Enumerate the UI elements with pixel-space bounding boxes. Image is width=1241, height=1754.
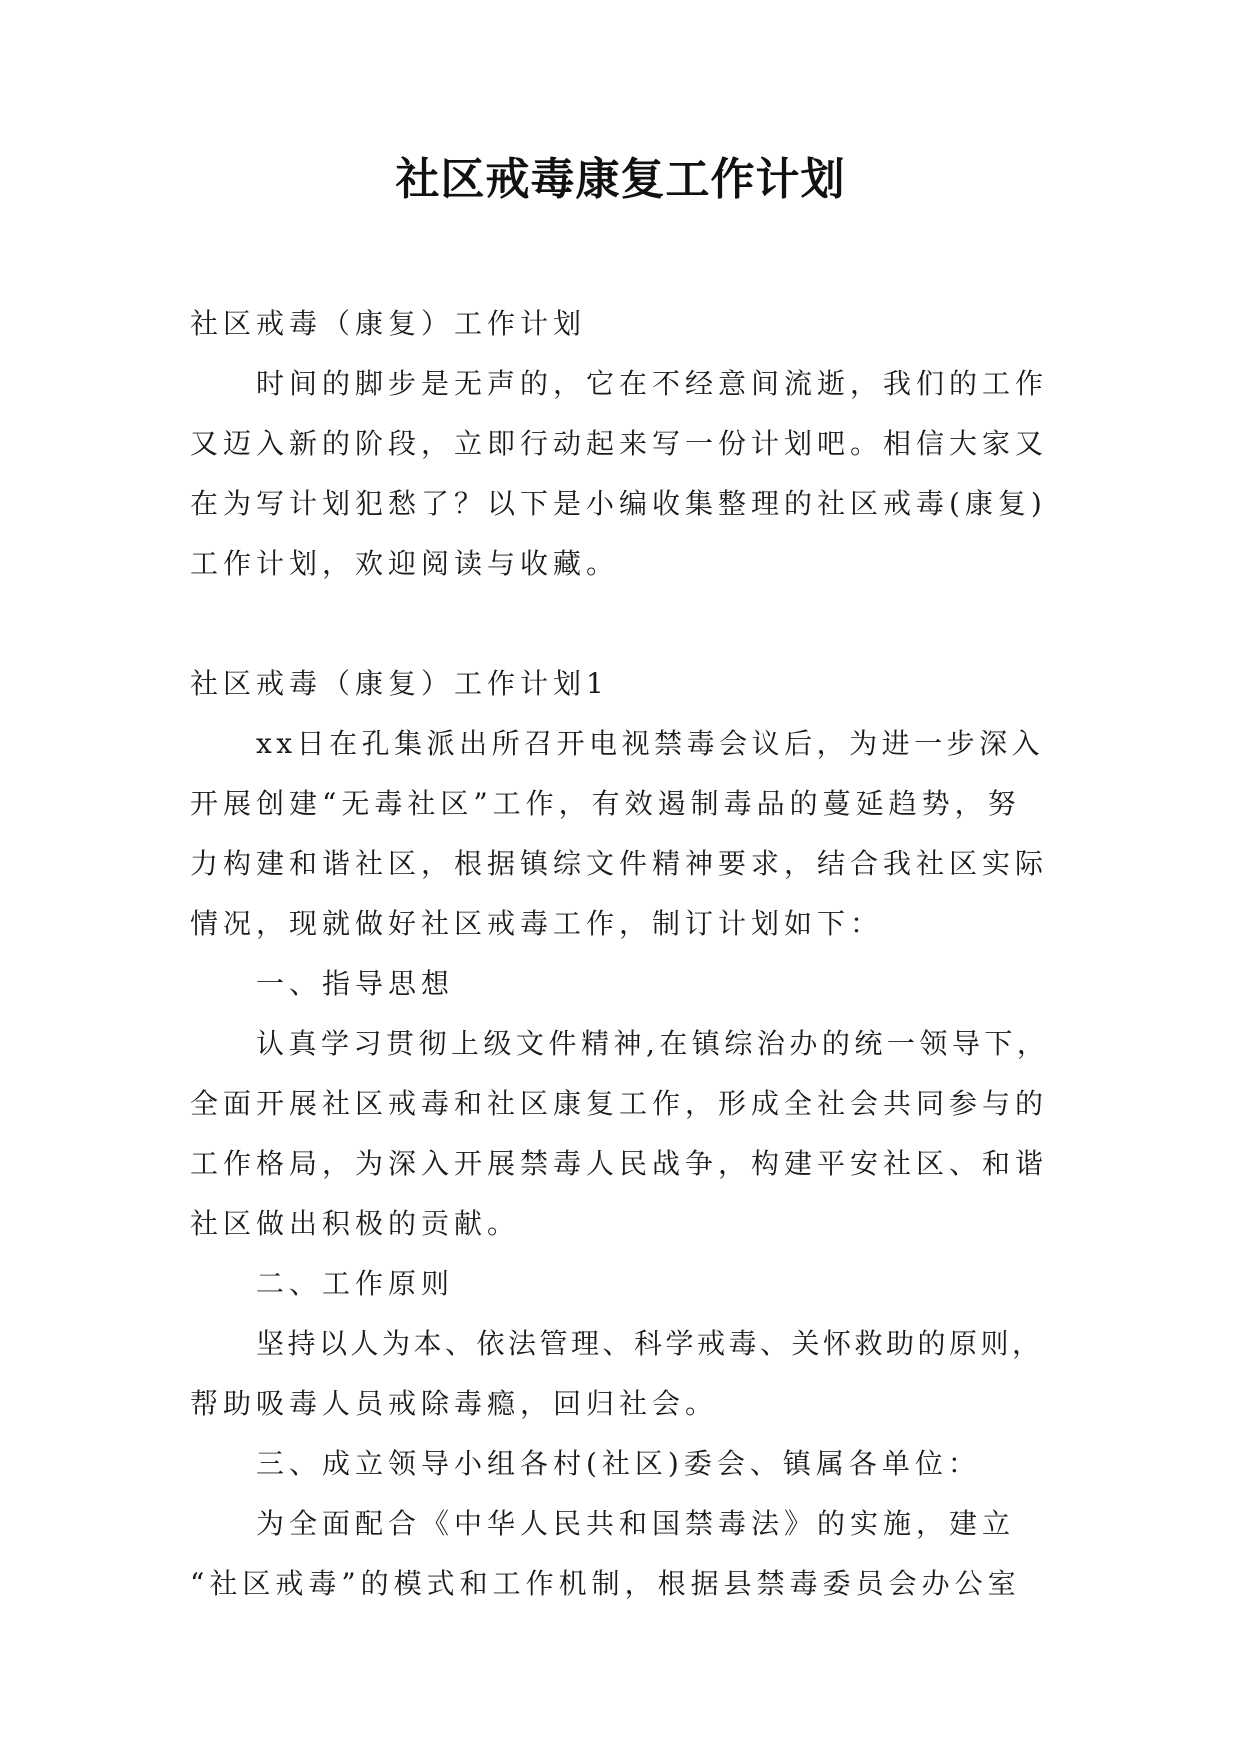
paragraph-line: 工作计划，欢迎阅读与收藏。 <box>190 547 620 580</box>
section-heading: 社区戒毒（康复）工作计划1 <box>190 667 609 700</box>
subheading: 一、指导思想 <box>256 967 455 1000</box>
paragraph-line: 全面开展社区戒毒和社区康复工作，形成全社会共同参与的 <box>190 1087 1049 1120</box>
paragraph-line: 社区做出积极的贡献。 <box>190 1207 521 1240</box>
paragraph-line: 帮助吸毒人员戒除毒瘾，回归社会。 <box>190 1387 719 1420</box>
paragraph-line: xx日在孔集派出所召开电视禁毒会议后，为进一步深入 <box>256 727 1045 760</box>
paragraph-line: 情况，现就做好社区戒毒工作，制订计划如下： <box>190 907 884 940</box>
subheading: 二、工作原则 <box>256 1267 455 1300</box>
paragraph-line: 认真学习贯彻上级文件精神,在镇综治办的统一领导下， <box>256 1027 1050 1060</box>
document-body <box>190 294 1052 1614</box>
paragraph-line: 开展创建“无毒社区”工作，有效遏制毒品的蔓延趋势，努 <box>190 787 1021 820</box>
document-title: 社区戒毒康复工作计划 <box>395 154 846 205</box>
paragraph-line: 时间的脚步是无声的，它在不经意间流逝，我们的工作 <box>256 367 1049 400</box>
paragraph-line: 为全面配合《中华人民共和国禁毒法》的实施，建立 <box>256 1507 1016 1540</box>
blank-line <box>190 594 1052 654</box>
paragraph-line: 工作格局，为深入开展禁毒人民战争，构建平安社区、和谐 <box>190 1147 1049 1180</box>
paragraph-line: “社区戒毒”的模式和工作机制，根据县禁毒委员会办公室 <box>190 1567 1021 1600</box>
paragraph-line: 又迈入新的阶段，立即行动起来写一份计划吧。相信大家又 <box>190 427 1049 460</box>
section-heading: 社区戒毒（康复）工作计划 <box>190 307 587 340</box>
paragraph-line: 在为写计划犯愁了？以下是小编收集整理的社区戒毒(康复) <box>190 487 1047 520</box>
paragraph-line: 坚持以人为本、依法管理、科学戒毒、关怀救助的原则， <box>256 1327 1044 1360</box>
paragraph-line: 力构建和谐社区，根据镇综文件精神要求，结合我社区实际 <box>190 847 1049 880</box>
subheading: 三、成立领导小组各村(社区)委会、镇属各单位： <box>256 1447 981 1480</box>
